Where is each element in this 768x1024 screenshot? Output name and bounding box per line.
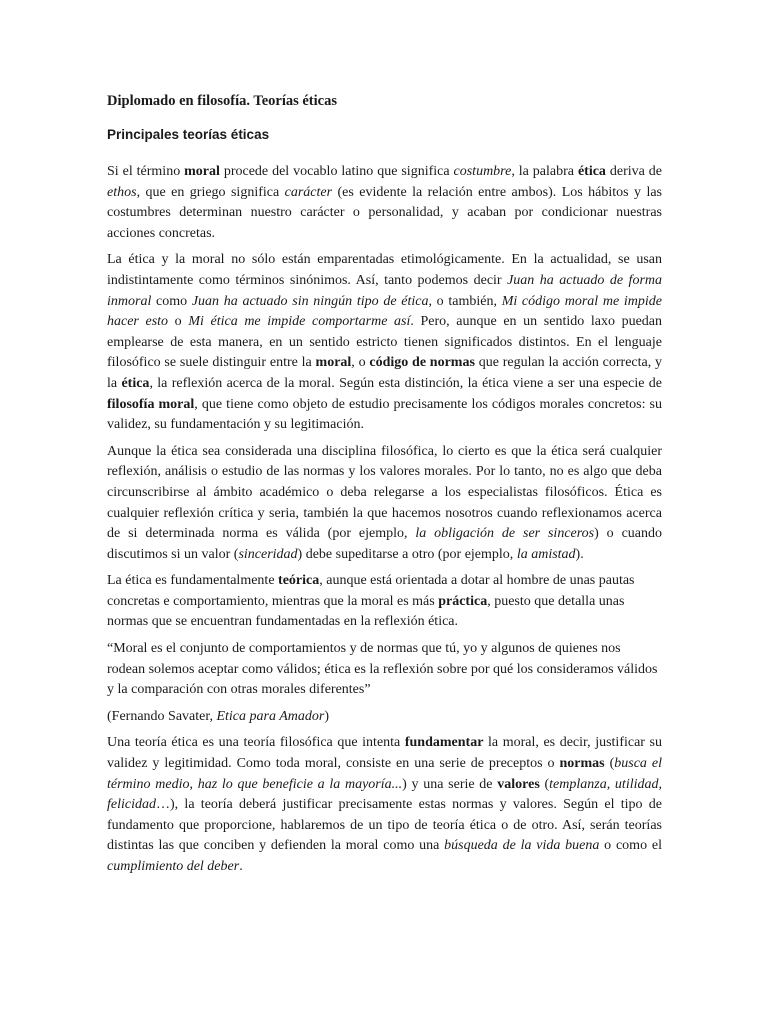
text-run: . — [239, 859, 243, 874]
bold-term: moral — [184, 164, 220, 179]
italic-text: la amistad — [516, 546, 576, 562]
italic-text: Mi código moral me impide hacer esto — [107, 293, 663, 330]
section-heading: Principales teorías éticas — [107, 127, 270, 142]
text-run: La ética y la moral no sólo están emparentadas etimológicamente. En la actualidad, se usan indistintamente como términos sinónimos. Así, tanto podemos decir — [107, 252, 662, 288]
text-run: Si el término — [107, 164, 185, 179]
document-body — [107, 162, 662, 884]
bold-term: normas — [559, 756, 605, 772]
body-paragraph — [107, 733, 662, 877]
text-run: o — [168, 314, 189, 330]
text-run: ) y una serie de — [402, 776, 498, 792]
bold-term: práctica — [438, 593, 488, 609]
text-run: , puesto que detalla unas normas que se encuentran fundamentadas en la reflexión ética. — [107, 593, 625, 630]
text-run: deriva de — [605, 164, 663, 179]
body-paragraph — [107, 162, 662, 244]
text-run: , la palabra — [511, 164, 578, 179]
body-paragraph — [107, 442, 662, 566]
text-run: ) debe supeditarse a otro (por ejemplo, — [297, 546, 517, 562]
text-run: (Fernando Savater, — [107, 708, 217, 724]
text-run: que regulan la acción correcta, y la — [107, 355, 663, 391]
text-run: procede del vocablo latino que significa — [219, 164, 454, 179]
text-run: ( — [539, 776, 550, 792]
italic-text: busca el término medio, haz lo que beneficie a la mayoría... — [107, 756, 662, 792]
body-paragraph — [107, 707, 662, 728]
text-run: “Moral es el conjunto de comportamientos y de normas que tú, yo y algunos de quienes nos rodean solemos aceptar como válidos; ética es la reflexión sobre por qué los consideramos válidos y la comparación con otras morales diferentes” — [107, 641, 658, 698]
text-run: ) o cuando discutimos si un valor ( — [107, 526, 662, 562]
text-run: como — [151, 293, 192, 309]
text-run: , o — [351, 355, 370, 371]
body-paragraph — [107, 571, 662, 633]
italic-text: Juan ha actuado sin ningún tipo de ética — [191, 293, 429, 309]
bold-term: moral — [315, 355, 352, 371]
bold-term: valores — [497, 776, 540, 792]
text-run: , aunque está orientada a dotar al hombre de unas pautas concretas e comportamiento, mientras que la moral es más — [107, 573, 635, 609]
text-run: …), la teoría deberá justificar precisamente estas normas y valores. Según el tipo de fundamento que proporcione, hablaremos de un tipo de teoría ética o de otro. Así, serán teorías distintas las que conciben y defienden la moral como una — [107, 797, 662, 854]
text-run: (es evidente la relación entre ambos). Los hábitos y las costumbres determinan nuestro carácter o personalidad, y acaban por condicionar nuestras acciones concretas. — [107, 184, 662, 241]
italic-text: templanza, utilidad, felicidad — [107, 776, 662, 813]
bold-term: fundamentar — [404, 735, 484, 751]
italic-text: búsqueda de la vida buena — [444, 838, 600, 854]
italic-text: Juan ha actuado de forma inmoral — [107, 272, 663, 309]
document-title: Diplomado en filosofía. Teorías éticas — [107, 93, 337, 109]
bold-term: ética — [577, 164, 606, 179]
text-run: la moral, es decir, justificar su validez y legitimidad. Como toda moral, consiste en una serie de preceptos o — [107, 735, 663, 772]
text-run: , que en griego significa — [136, 184, 285, 200]
text-run: ). — [575, 546, 584, 562]
italic-text: costumbre — [453, 164, 512, 179]
text-run: . Pero, aunque en un sentido laxo puedan emplearse de esta manera, en un sentido estricto tienen significados distintos. En el lenguaje filosófico se suele distinguir entre la — [107, 314, 663, 371]
text-run: o como el — [599, 838, 662, 854]
bold-term: ética — [121, 375, 150, 391]
bold-term: código de normas — [369, 355, 475, 371]
italic-text: la obligación de ser sinceros — [415, 526, 595, 542]
italic-text: ethos — [107, 184, 137, 200]
bold-term: teórica — [278, 573, 320, 589]
text-run: , o también, — [428, 293, 502, 309]
italic-text: carácter — [284, 184, 333, 200]
body-paragraph — [107, 639, 662, 701]
text-run: ( — [604, 756, 615, 772]
text-run: La ética es fundamentalmente — [107, 573, 279, 589]
body-paragraph — [107, 250, 662, 435]
italic-text: cumplimiento del deber — [107, 859, 240, 874]
italic-text: Etica para Amador — [216, 708, 325, 724]
bold-term: filosofía moral — [107, 396, 195, 412]
text-run: Aunque la ética sea considerada una disciplina filosófica, lo cierto es que la ética será cualquier reflexión, análisis o estudio de las normas y los valores morales. Por lo tanto, no es algo que deba circunscribirse al ámbito académico o deba relegarse a los especialistas filosóficos. Ética es cualquier reflexión crítica y seria, también la que hacemos nosotros cuando reflexionamos acerca de si determinada norma es válida (por ejemplo, — [107, 443, 662, 542]
text-run: ) — [324, 708, 329, 724]
text-run: , la reflexión acerca de la moral. Según esta distinción, la ética viene a ser una especie de — [149, 375, 663, 391]
text-run: Una teoría ética es una teoría filosófica que intenta — [107, 735, 405, 751]
text-run: , que tiene como objeto de estudio precisamente los códigos morales concretos: su validez, su fundamentación y su legitimación. — [107, 396, 662, 433]
italic-text: Mi ética me impide comportarme así — [188, 314, 411, 330]
italic-text: sinceridad — [238, 546, 298, 562]
